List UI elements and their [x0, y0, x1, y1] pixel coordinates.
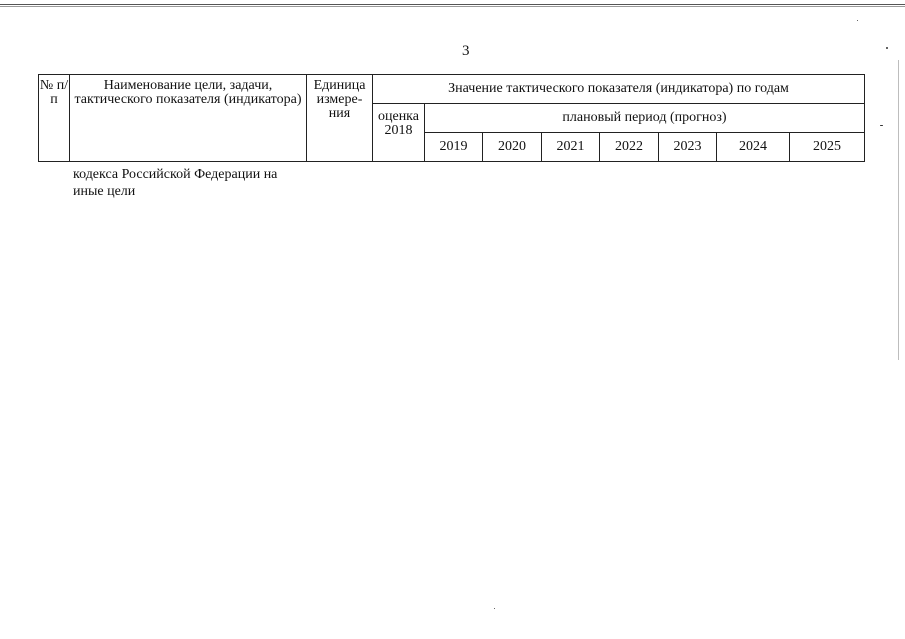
indicators-table [38, 74, 865, 162]
scan-speck [857, 20, 858, 21]
scan-border-top [0, 4, 905, 5]
year-header: 2025 [790, 133, 865, 162]
continuation-text-line: иные цели [73, 184, 136, 199]
scan-speck [494, 608, 495, 609]
col-name-header: Наименование цели, задачи, тактического показателя (индикатора) [70, 75, 307, 162]
continuation-text [73, 166, 308, 200]
year-header: 2024 [717, 133, 790, 162]
year-header: 2021 [542, 133, 600, 162]
year-header: 2019 [425, 133, 483, 162]
year-header: 2022 [600, 133, 659, 162]
header-row-1 [39, 75, 865, 104]
page-number: 3 [462, 43, 470, 59]
scan-speck [880, 125, 883, 126]
estimate-2018-header: оценка 2018 [373, 104, 425, 162]
values-by-year-header: Значение тактического показателя (индикатора) по годам [373, 75, 865, 104]
continuation-text-line: кодекса Российской Федерации на [73, 167, 278, 182]
scan-speck [886, 47, 888, 49]
scan-border-top-faint [0, 6, 905, 7]
year-header: 2020 [483, 133, 542, 162]
year-header: 2023 [659, 133, 717, 162]
planning-period-header: плановый период (прогноз) [425, 104, 865, 133]
col-number-header: № п/п [39, 75, 70, 162]
scan-border-right [898, 60, 899, 360]
col-unit-header: Единица измере-ния [307, 75, 373, 162]
